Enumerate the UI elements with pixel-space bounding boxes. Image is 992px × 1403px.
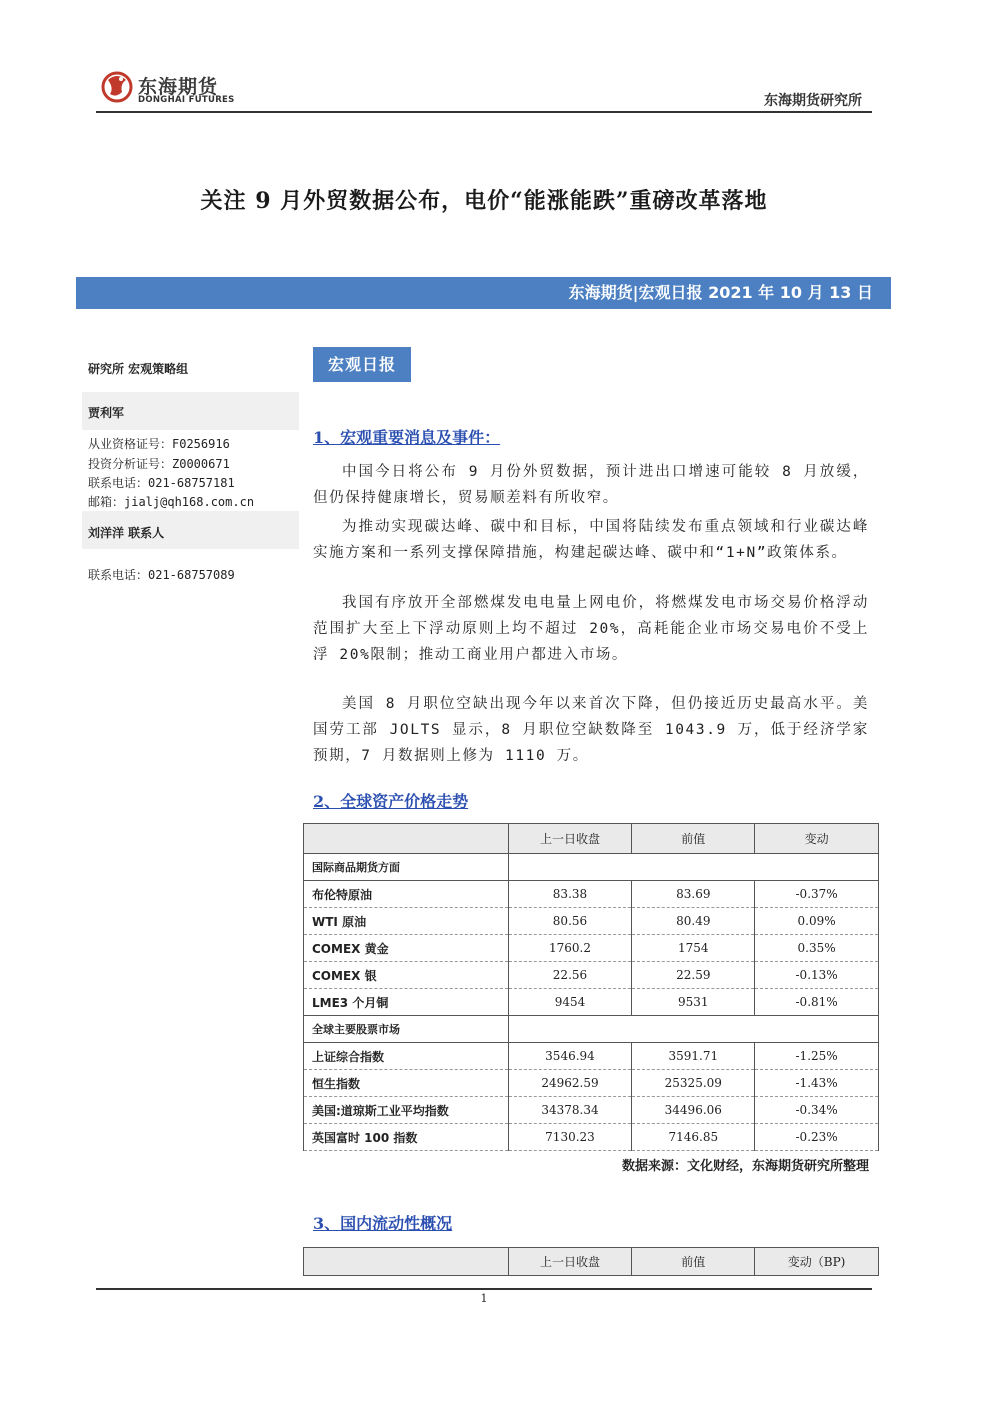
asset-price-table (303, 823, 879, 1151)
change: -1.25% (755, 1043, 879, 1070)
section1-paragraph: 为推动实现碳达峰、碳中和目标，中国将陆续发布重点领域和行业碳达峰实施方案和一系列支撑保障措施，构建起碳达峰、碳中和“1+N”政策体系。 (313, 519, 869, 561)
page-number: 1 (480, 1292, 488, 1305)
table-header-row (304, 824, 879, 854)
sidebar-dept: 研究所 宏观策略组 (88, 362, 189, 376)
section2-heading: 2、全球资产价格走势 (313, 792, 469, 811)
table-row (304, 908, 879, 935)
change: -0.13% (755, 962, 879, 989)
change: 0.09% (755, 908, 879, 935)
table-row (304, 1070, 879, 1097)
report-banner: 东海期货|宏观日报 2021 年 10 月 13 日 (76, 277, 891, 309)
previous-value: 25325.09 (632, 1070, 755, 1097)
asset-name: 布伦特原油 (304, 881, 509, 908)
change: 0.35% (755, 935, 879, 962)
column-header: 变动 (755, 824, 879, 854)
last-close: 80.56 (508, 908, 632, 935)
category-row (304, 1016, 879, 1043)
last-close: 7130.23 (508, 1124, 632, 1151)
analyst1-name: 贾利军 (88, 406, 125, 420)
asset-name: LME3 个月铜 (304, 989, 509, 1016)
analyst1-email[interactable]: 邮箱：jialj@qh168.com.cn (88, 495, 255, 509)
company-logo (96, 66, 236, 110)
table-header-row (304, 1248, 879, 1276)
report-type-tag: 宏观日报 (313, 347, 411, 382)
data-source-note: 数据来源：文化财经，东海期货研究所整理 (621, 1159, 869, 1174)
report-title: 关注 9 月外贸数据公布，电价“能涨能跌”重磅改革落地 (200, 188, 768, 214)
logo-text-cn: 东海期货 (138, 76, 219, 98)
asset-name: 恒生指数 (304, 1070, 509, 1097)
analyst2-name-block (82, 511, 299, 549)
dragon-logo-icon (100, 68, 134, 106)
column-header: 变动（BP) (755, 1248, 879, 1276)
asset-name: 美国:道琼斯工业平均指数 (304, 1097, 509, 1124)
category-row (304, 854, 879, 881)
category-label: 全球主要股票市场 (304, 1016, 509, 1043)
analyst1-name-block (82, 392, 299, 430)
change: -0.23% (755, 1124, 879, 1151)
table-row (304, 881, 879, 908)
last-close: 3546.94 (508, 1043, 632, 1070)
last-close: 24962.59 (508, 1070, 632, 1097)
asset-name: WTI 原油 (304, 908, 509, 935)
analyst2-name: 刘洋洋 联系人 (88, 526, 165, 540)
section1-paragraph: 美国 8 月职位空缺出现今年以来首次下降，但仍接近历史最高水平。美国劳工部 JOLTS 显示，8 月职位空缺数降至 1043.9 万，低于经济学家预期，7 月数据则上修为 1110 万。 (313, 696, 869, 764)
column-header: 上一日收盘 (508, 824, 632, 854)
section1-paragraph: 我国有序放开全部燃煤发电电量上网电价，将燃煤发电市场交易价格浮动范围扩大至上下浮动原则上均不超过 20%，高耗能企业市场交易电价不受上浮 20%限制；推动工商业用户都进入市场。 (313, 595, 869, 663)
last-close: 1760.2 (508, 935, 632, 962)
previous-value: 1754 (632, 935, 755, 962)
change: -1.43% (755, 1070, 879, 1097)
asset-name: COMEX 银 (304, 962, 509, 989)
previous-value: 9531 (632, 989, 755, 1016)
column-header: 上一日收盘 (508, 1248, 632, 1276)
change: -0.37% (755, 881, 879, 908)
asset-name: 上证综合指数 (304, 1043, 509, 1070)
previous-value: 80.49 (632, 908, 755, 935)
footer-divider (96, 1288, 872, 1290)
analyst1-line: 从业资格证号：F0256916 (88, 437, 230, 451)
last-close: 34378.34 (508, 1097, 632, 1124)
column-header (304, 824, 509, 854)
analyst2-line: 联系电话：021-68757089 (88, 568, 235, 582)
change: -0.81% (755, 989, 879, 1016)
section1-heading: 1、宏观重要消息及事件： (313, 428, 501, 447)
asset-name: 英国富时 100 指数 (304, 1124, 509, 1151)
column-header: 前值 (632, 824, 755, 854)
change: -0.34% (755, 1097, 879, 1124)
header-divider (96, 111, 872, 113)
table-row (304, 935, 879, 962)
liquidity-table (303, 1247, 879, 1276)
previous-value: 22.59 (632, 962, 755, 989)
table-row (304, 1097, 879, 1124)
last-close: 83.38 (508, 881, 632, 908)
section3-heading: 3、国内流动性概况 (313, 1214, 453, 1233)
column-header (304, 1248, 509, 1276)
table-row (304, 989, 879, 1016)
analyst1-line: 联系电话：021-68757181 (88, 476, 235, 490)
table-row (304, 1124, 879, 1151)
category-label: 国际商品期货方面 (304, 854, 509, 881)
previous-value: 34496.06 (632, 1097, 755, 1124)
last-close: 9454 (508, 989, 632, 1016)
previous-value: 3591.71 (632, 1043, 755, 1070)
analyst1-line: 投资分析证号：Z0000671 (88, 457, 230, 471)
column-header: 前值 (632, 1248, 755, 1276)
section1-paragraph: 中国今日将公布 9 月份外贸数据，预计进出口增速可能较 8 月放缓，但仍保持健康增长，贸易顺差料有所收窄。 (313, 464, 869, 506)
header-institute: 东海期货研究所 (764, 93, 862, 109)
last-close: 22.56 (508, 962, 632, 989)
table-row (304, 1043, 879, 1070)
logo-text-en: DONGHAI FUTURES (138, 95, 235, 105)
asset-name: COMEX 黄金 (304, 935, 509, 962)
previous-value: 7146.85 (632, 1124, 755, 1151)
table-row (304, 962, 879, 989)
previous-value: 83.69 (632, 881, 755, 908)
